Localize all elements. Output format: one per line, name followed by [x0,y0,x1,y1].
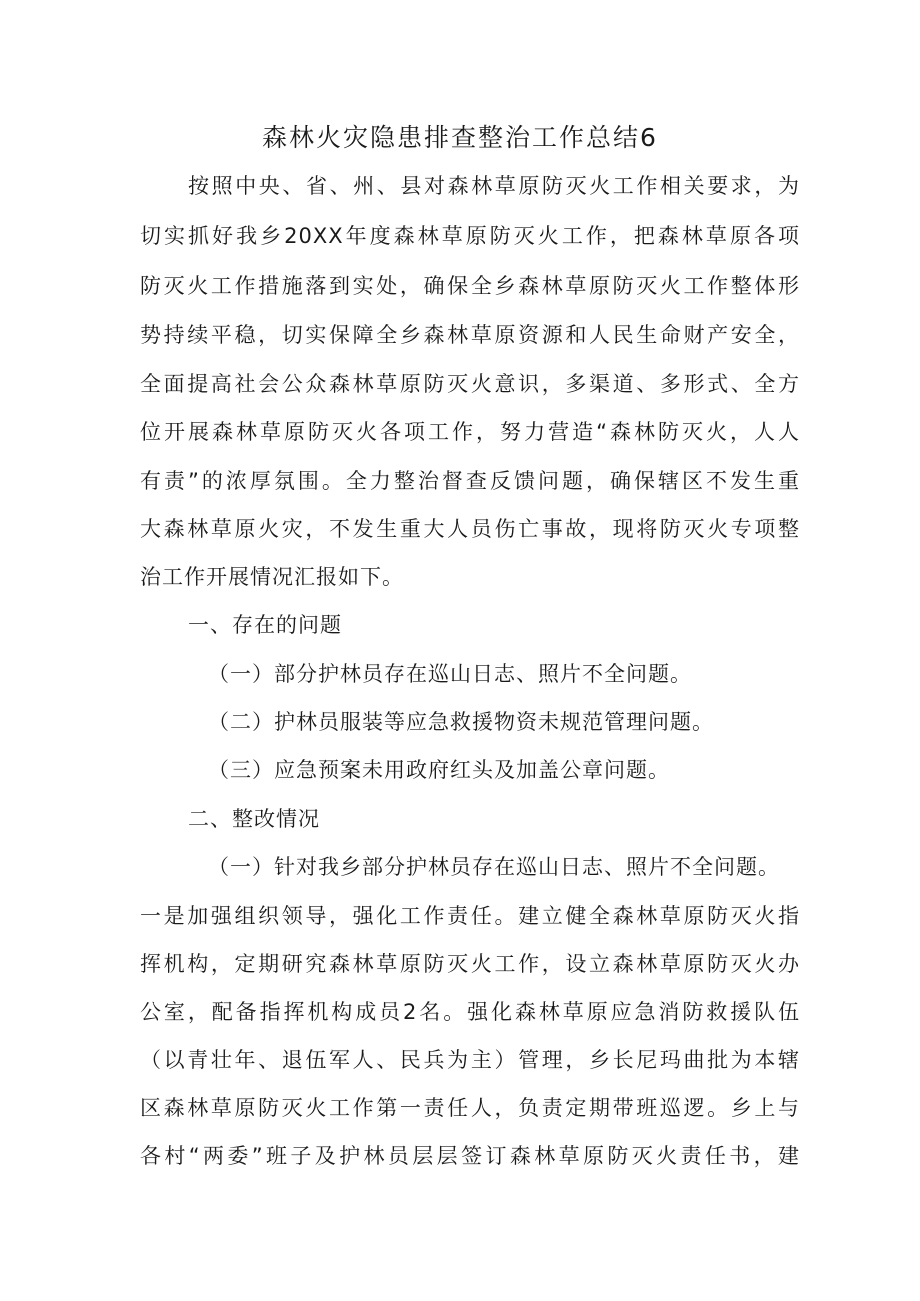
intro-line: 大森林草原火灾，不发生重大人员伤亡事故，现将防灭火专项整 [140,517,800,541]
intro-line: 切实抓好我乡20XX年度森林草原防灭火工作，把森林草原各项 [140,224,800,248]
intro-line: 势持续平稳，切实保障全乡森林草原资源和人民生命财产安全， [140,323,800,347]
rectification-line: （一）针对我乡部分护林员存在巡山日志、照片不全问题。 [208,855,780,879]
rectification-line: 一是加强组织领导，强化工作责任。建立健全森林草原防灭火指 [140,904,800,928]
rectification-line: 挥机构，定期研究森林草原防灭火工作，设立森林草原防灭火办 [140,952,800,976]
section-heading: 一、存在的问题 [188,613,342,637]
section-heading: 二、整改情况 [188,807,320,831]
rectification-line: 公室，配备指挥机构成员2名。强化森林草原应急消防救援队伍 [140,1000,800,1024]
issue-item: （三）应急预案未用政府红头及加盖公章问题。 [208,758,670,782]
rectification-line: 区森林草原防灭火工作第一责任人，负责定期带班巡逻。乡上与 [140,1096,800,1120]
intro-line: 治工作开展情况汇报如下。 [140,565,404,589]
rectification-line: （以青壮年、退伍军人、民兵为主）管理，乡长尼玛曲批为本辖 [140,1048,800,1072]
document-title: 森林火灾隐患排查整治工作总结6 [262,123,658,152]
intro-line: 位开展森林草原防灭火各项工作，努力营造“森林防灭火，人人 [140,420,800,444]
intro-line: 全面提高社会公众森林草原防灭火意识，多渠道、多形式、全方 [140,372,800,396]
issue-item: （一）部分护林员存在巡山日志、照片不全问题。 [208,662,692,686]
intro-line: 防灭火工作措施落到实处，确保全乡森林草原防灭火工作整体形 [140,274,800,298]
issue-item: （二）护林员服装等应急救援物资未规范管理问题。 [208,710,714,734]
rectification-line: 各村“两委”班子及护林员层层签订森林草原防灭火责任书，建 [140,1144,800,1168]
intro-line: 按照中央、省、州、县对森林草原防灭火工作相关要求，为 [188,174,800,198]
intro-line: 有责”的浓厚氛围。全力整治督查反馈问题，确保辖区不发生重 [140,469,800,493]
